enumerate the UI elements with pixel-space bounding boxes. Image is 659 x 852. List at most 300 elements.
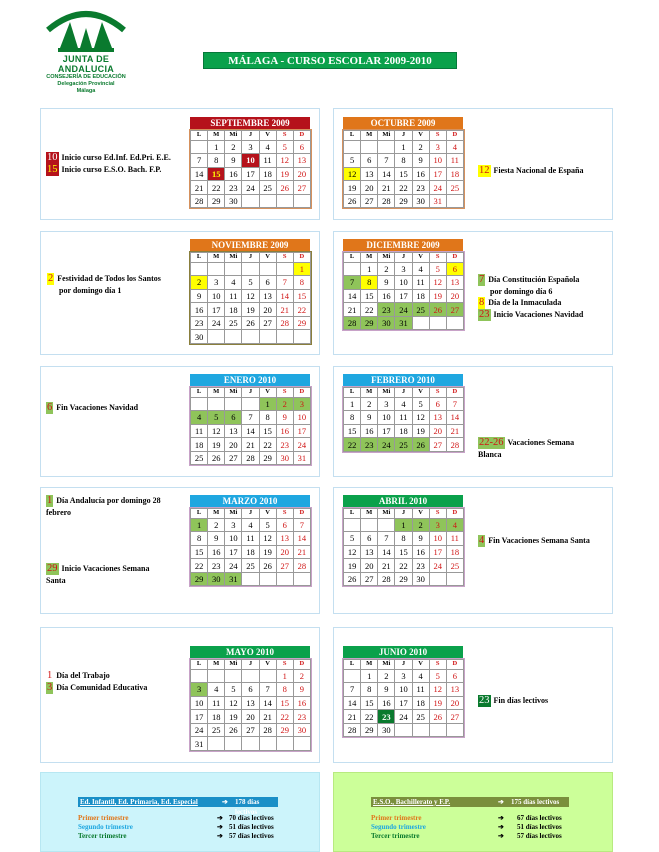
day-cell: 17 bbox=[225, 545, 242, 559]
weekday-header: M bbox=[208, 509, 225, 519]
day-cell: 15 bbox=[344, 424, 361, 438]
day-cell: 22 bbox=[361, 303, 378, 317]
day-cell: 29 bbox=[361, 723, 378, 737]
day-cell: 25 bbox=[242, 559, 259, 573]
empty-cell bbox=[344, 262, 361, 276]
day-cell: 14 bbox=[259, 696, 276, 710]
day-cell: 16 bbox=[412, 167, 429, 181]
arrow-icon: ➔ bbox=[498, 814, 504, 822]
weekday-header: D bbox=[293, 509, 310, 519]
day-cell: 7 bbox=[378, 154, 395, 168]
empty-cell bbox=[429, 572, 446, 586]
empty-cell bbox=[242, 262, 259, 276]
day-cell: 23 bbox=[412, 559, 429, 573]
empty-cell bbox=[344, 518, 361, 532]
weekday-header: V bbox=[259, 509, 276, 519]
weekday-header: Mi bbox=[225, 253, 242, 263]
empty-cell bbox=[225, 669, 242, 683]
day-cell: 1 bbox=[191, 518, 208, 532]
day-cell: 15 bbox=[395, 167, 412, 181]
empty-cell bbox=[259, 262, 276, 276]
note-item: 4 Fin Vacaciones Semana Santa bbox=[479, 535, 590, 546]
notes-diciembre bbox=[478, 274, 583, 321]
calendar-septiembre bbox=[190, 117, 310, 208]
note-item: 3 Día Comunidad Educativa bbox=[47, 682, 148, 693]
month-title: DICIEMBRE 2009 bbox=[343, 239, 463, 252]
day-cell: 9 bbox=[208, 532, 225, 546]
day-cell: 30 bbox=[412, 572, 429, 586]
day-cell: 4 bbox=[395, 397, 412, 411]
day-cell: 18 bbox=[446, 167, 463, 181]
day-cell: 12 bbox=[344, 545, 361, 559]
note-item: Blanca bbox=[478, 450, 502, 459]
weekday-header: Mi bbox=[378, 509, 395, 519]
day-cell: 24 bbox=[208, 316, 225, 330]
calendar-febrero bbox=[343, 374, 463, 452]
empty-cell bbox=[395, 723, 412, 737]
weekday-header: Mi bbox=[225, 131, 242, 141]
day-cell: 2 bbox=[276, 397, 293, 411]
day-cell: 15 bbox=[361, 289, 378, 303]
calendar-noviembre bbox=[190, 239, 310, 344]
day-cell: 26 bbox=[344, 572, 361, 586]
day-cell: 18 bbox=[412, 289, 429, 303]
day-cell: 30 bbox=[293, 723, 310, 737]
calendar-enero bbox=[190, 374, 310, 465]
day-cell: 10 bbox=[378, 411, 395, 425]
day-cell: 22 bbox=[395, 181, 412, 195]
day-cell: 2 bbox=[412, 140, 429, 154]
day-cell: 3 bbox=[191, 683, 208, 697]
day-cell: 28 bbox=[259, 723, 276, 737]
day-cell: 4 bbox=[208, 683, 225, 697]
empty-cell bbox=[344, 140, 361, 154]
note-item: 29 Inicio Vacaciones Semana bbox=[47, 563, 150, 574]
empty-cell bbox=[276, 262, 293, 276]
day-cell: 20 bbox=[225, 438, 242, 452]
day-cell: 19 bbox=[242, 303, 259, 317]
day-cell: 28 bbox=[242, 451, 259, 465]
empty-cell bbox=[225, 397, 242, 411]
month-grid bbox=[343, 130, 464, 208]
arrow-icon: ➔ bbox=[498, 832, 504, 840]
month-grid bbox=[190, 130, 311, 208]
empty-cell bbox=[361, 140, 378, 154]
weekday-header: Mi bbox=[225, 388, 242, 398]
day-cell: 10 bbox=[242, 154, 259, 168]
day-cell: 1 bbox=[361, 262, 378, 276]
arrow-icon: ➔ bbox=[217, 832, 223, 840]
day-cell: 22 bbox=[259, 438, 276, 452]
day-cell: 6 bbox=[293, 140, 310, 154]
day-cell: 22 bbox=[191, 559, 208, 573]
day-cell: 6 bbox=[446, 262, 463, 276]
day-cell: 4 bbox=[446, 518, 463, 532]
month-title: MARZO 2010 bbox=[190, 495, 310, 508]
weekday-header: J bbox=[242, 131, 259, 141]
day-cell: 11 bbox=[446, 154, 463, 168]
day-cell: 24 bbox=[395, 710, 412, 724]
day-cell: 5 bbox=[259, 518, 276, 532]
weekday-header: L bbox=[344, 131, 361, 141]
day-cell: 10 bbox=[429, 532, 446, 546]
day-cell: 29 bbox=[208, 194, 225, 208]
day-cell: 5 bbox=[344, 154, 361, 168]
day-cell: 24 bbox=[395, 303, 412, 317]
day-cell: 9 bbox=[412, 532, 429, 546]
day-cell: 26 bbox=[344, 194, 361, 208]
calendar-diciembre bbox=[343, 239, 463, 330]
day-cell: 16 bbox=[378, 696, 395, 710]
day-cell: 23 bbox=[412, 181, 429, 195]
junta-andalucia-logo bbox=[36, 8, 136, 98]
weekday-header: S bbox=[429, 388, 446, 398]
month-grid bbox=[190, 508, 311, 586]
day-cell: 11 bbox=[412, 683, 429, 697]
weekday-header: J bbox=[242, 509, 259, 519]
day-cell: 1 bbox=[344, 397, 361, 411]
day-cell: 7 bbox=[242, 411, 259, 425]
day-cell: 17 bbox=[429, 545, 446, 559]
month-title: ABRIL 2010 bbox=[343, 495, 463, 508]
day-cell: 20 bbox=[446, 696, 463, 710]
weekday-header: S bbox=[276, 509, 293, 519]
day-cell: 18 bbox=[191, 438, 208, 452]
weekday-header: D bbox=[446, 509, 463, 519]
day-cell: 13 bbox=[361, 545, 378, 559]
day-cell: 17 bbox=[191, 710, 208, 724]
day-cell: 18 bbox=[412, 696, 429, 710]
day-cell: 10 bbox=[395, 683, 412, 697]
day-cell: 3 bbox=[242, 140, 259, 154]
weekday-header: D bbox=[293, 388, 310, 398]
empty-cell bbox=[208, 262, 225, 276]
weekday-header: V bbox=[412, 660, 429, 670]
weekday-header: L bbox=[191, 388, 208, 398]
day-cell: 6 bbox=[361, 154, 378, 168]
weekday-header: S bbox=[429, 253, 446, 263]
empty-cell bbox=[276, 194, 293, 208]
weekday-header: S bbox=[429, 509, 446, 519]
day-cell: 11 bbox=[259, 154, 276, 168]
day-cell: 15 bbox=[208, 167, 225, 181]
logo-city: Málaga bbox=[76, 88, 96, 94]
day-cell: 12 bbox=[412, 411, 429, 425]
day-cell: 12 bbox=[429, 683, 446, 697]
day-cell: 27 bbox=[276, 559, 293, 573]
day-cell: 15 bbox=[191, 545, 208, 559]
weekday-header: L bbox=[344, 509, 361, 519]
empty-cell bbox=[242, 330, 259, 344]
day-cell: 27 bbox=[259, 316, 276, 330]
day-cell: 1 bbox=[276, 669, 293, 683]
day-cell: 3 bbox=[225, 518, 242, 532]
day-cell: 16 bbox=[225, 167, 242, 181]
empty-cell bbox=[446, 572, 463, 586]
day-cell: 17 bbox=[293, 424, 310, 438]
day-cell: 21 bbox=[242, 438, 259, 452]
andalucia-emblem-icon bbox=[40, 8, 132, 54]
empty-cell bbox=[293, 737, 310, 751]
weekday-header: S bbox=[276, 131, 293, 141]
day-cell: 9 bbox=[293, 683, 310, 697]
day-cell: 6 bbox=[259, 276, 276, 290]
day-cell: 5 bbox=[225, 683, 242, 697]
notes-septiembre bbox=[46, 152, 171, 176]
empty-cell bbox=[225, 262, 242, 276]
day-cell: 16 bbox=[208, 545, 225, 559]
weekday-header: V bbox=[259, 253, 276, 263]
day-cell: 5 bbox=[429, 669, 446, 683]
weekday-header: Mi bbox=[378, 131, 395, 141]
day-cell: 19 bbox=[208, 438, 225, 452]
day-cell: 20 bbox=[276, 545, 293, 559]
day-cell: 20 bbox=[293, 167, 310, 181]
day-cell: 7 bbox=[276, 276, 293, 290]
note-item: 23 Inicio Vacaciones Navidad bbox=[479, 309, 584, 320]
note-item: 6 Fin Vacaciones Navidad bbox=[47, 402, 139, 413]
day-cell: 11 bbox=[242, 532, 259, 546]
day-cell: 31 bbox=[429, 194, 446, 208]
day-cell: 17 bbox=[208, 303, 225, 317]
weekday-header: J bbox=[395, 388, 412, 398]
empty-cell bbox=[191, 669, 208, 683]
day-cell: 18 bbox=[242, 545, 259, 559]
day-cell: 21 bbox=[378, 181, 395, 195]
day-cell: 12 bbox=[225, 696, 242, 710]
day-cell: 21 bbox=[344, 710, 361, 724]
note-item: 1 Día del Trabajo bbox=[47, 670, 110, 681]
note-item: 15 Inicio curso E.S.O. Bach. F.P. bbox=[47, 164, 162, 175]
weekday-header: Mi bbox=[378, 253, 395, 263]
day-cell: 25 bbox=[208, 723, 225, 737]
empty-cell bbox=[242, 194, 259, 208]
empty-cell bbox=[259, 669, 276, 683]
day-cell: 18 bbox=[446, 545, 463, 559]
weekday-header: Mi bbox=[378, 388, 395, 398]
day-cell: 28 bbox=[378, 194, 395, 208]
day-cell: 21 bbox=[191, 181, 208, 195]
month-grid bbox=[343, 387, 464, 452]
month-title: ENERO 2010 bbox=[190, 374, 310, 387]
notes-noviembre bbox=[47, 273, 161, 296]
weekday-header: S bbox=[429, 131, 446, 141]
day-cell: 16 bbox=[412, 545, 429, 559]
day-cell: 25 bbox=[412, 710, 429, 724]
day-cell: 14 bbox=[378, 545, 395, 559]
day-cell: 30 bbox=[191, 330, 208, 344]
weekday-header: D bbox=[446, 388, 463, 398]
weekday-header: V bbox=[412, 509, 429, 519]
footer-right-trimesters: Primer trimestre Segundo trimestre Tercer trimestre ➔ ➔ ➔ 67 días lectivos 51 días lectivos 57 días lectivos bbox=[371, 814, 562, 840]
day-cell: 6 bbox=[429, 397, 446, 411]
day-cell: 31 bbox=[293, 451, 310, 465]
day-cell: 14 bbox=[344, 289, 361, 303]
day-cell: 11 bbox=[225, 289, 242, 303]
month-title: NOVIEMBRE 2009 bbox=[190, 239, 310, 252]
day-cell: 21 bbox=[259, 710, 276, 724]
day-cell: 25 bbox=[446, 181, 463, 195]
day-cell: 23 bbox=[293, 710, 310, 724]
day-cell: 29 bbox=[191, 572, 208, 586]
note-item: 23 Fin días lectivos bbox=[479, 695, 549, 706]
note-item: 12 Fiesta Nacional de España bbox=[479, 165, 584, 176]
weekday-header: D bbox=[446, 660, 463, 670]
day-cell: 13 bbox=[293, 154, 310, 168]
day-cell: 2 bbox=[378, 669, 395, 683]
logo-ministry: CONSEJERÍA DE EDUCACIÓN bbox=[46, 74, 126, 80]
day-cell: 11 bbox=[446, 532, 463, 546]
empty-cell bbox=[446, 316, 463, 330]
note-item: 10 Inicio curso Ed.Inf. Ed.Pri. E.E. bbox=[47, 152, 171, 163]
calendar-abril bbox=[343, 495, 463, 586]
day-cell: 10 bbox=[429, 154, 446, 168]
day-cell: 29 bbox=[395, 572, 412, 586]
notes-abril bbox=[478, 535, 590, 547]
day-cell: 17 bbox=[395, 696, 412, 710]
day-cell: 21 bbox=[276, 303, 293, 317]
day-cell: 19 bbox=[225, 710, 242, 724]
page-title: MÁLAGA - CURSO ESCOLAR 2009-2010 bbox=[203, 52, 457, 69]
day-cell: 13 bbox=[429, 411, 446, 425]
empty-cell bbox=[259, 572, 276, 586]
day-cell: 12 bbox=[259, 532, 276, 546]
day-cell: 17 bbox=[378, 424, 395, 438]
day-cell: 27 bbox=[361, 194, 378, 208]
empty-cell bbox=[429, 723, 446, 737]
empty-cell bbox=[225, 330, 242, 344]
month-grid bbox=[343, 659, 464, 737]
empty-cell bbox=[191, 397, 208, 411]
note-item: por domingo día 1 bbox=[59, 286, 122, 295]
weekday-header: M bbox=[208, 253, 225, 263]
day-cell: 20 bbox=[429, 424, 446, 438]
day-cell: 11 bbox=[208, 696, 225, 710]
weekday-header: M bbox=[361, 660, 378, 670]
day-cell: 26 bbox=[259, 559, 276, 573]
day-cell: 1 bbox=[293, 262, 310, 276]
day-cell: 25 bbox=[446, 559, 463, 573]
weekday-header: S bbox=[429, 660, 446, 670]
day-cell: 27 bbox=[225, 451, 242, 465]
footer-left-trimesters: Primer trimestre Segundo trimestre Tercer trimestre ➔ ➔ ➔ 70 días lectivos 51 días lectivos 57 días lectivos bbox=[78, 814, 274, 840]
empty-cell bbox=[293, 572, 310, 586]
weekday-header: J bbox=[395, 253, 412, 263]
arrow-icon: ➔ bbox=[217, 814, 223, 822]
weekday-header: M bbox=[361, 253, 378, 263]
month-grid bbox=[190, 252, 311, 344]
day-cell: 12 bbox=[276, 154, 293, 168]
weekday-header: J bbox=[242, 253, 259, 263]
day-cell: 10 bbox=[191, 696, 208, 710]
day-cell: 28 bbox=[446, 438, 463, 452]
day-cell: 22 bbox=[208, 181, 225, 195]
footer-left-heading: Ed. Infantil, Ed. Primaria, Ed. Especial ➔ 178 días lectivos bbox=[78, 797, 278, 807]
arrow-icon: ➔ bbox=[498, 798, 504, 806]
day-cell: 30 bbox=[378, 723, 395, 737]
day-cell: 22 bbox=[276, 710, 293, 724]
day-cell: 1 bbox=[395, 518, 412, 532]
day-cell: 25 bbox=[225, 316, 242, 330]
note-item: 22-26 Vacaciones Semana bbox=[479, 437, 575, 448]
day-cell: 27 bbox=[242, 723, 259, 737]
day-cell: 13 bbox=[242, 696, 259, 710]
day-cell: 5 bbox=[412, 397, 429, 411]
note-item: 2 Festividad de Todos los Santos bbox=[48, 273, 161, 284]
day-cell: 21 bbox=[446, 424, 463, 438]
empty-cell bbox=[361, 518, 378, 532]
day-cell: 7 bbox=[293, 518, 310, 532]
day-cell: 22 bbox=[293, 303, 310, 317]
empty-cell bbox=[208, 397, 225, 411]
day-cell: 23 bbox=[378, 710, 395, 724]
day-cell: 26 bbox=[412, 438, 429, 452]
note-item: 7 Día Constitución Española bbox=[479, 274, 580, 285]
notes-febrero bbox=[478, 437, 574, 460]
day-cell: 13 bbox=[259, 289, 276, 303]
calendar-marzo bbox=[190, 495, 310, 586]
day-cell: 25 bbox=[412, 303, 429, 317]
day-cell: 6 bbox=[225, 411, 242, 425]
day-cell: 1 bbox=[259, 397, 276, 411]
day-cell: 16 bbox=[191, 303, 208, 317]
month-grid bbox=[343, 252, 464, 330]
day-cell: 29 bbox=[293, 316, 310, 330]
day-cell: 5 bbox=[276, 140, 293, 154]
day-cell: 6 bbox=[276, 518, 293, 532]
day-cell: 27 bbox=[293, 181, 310, 195]
empty-cell bbox=[225, 737, 242, 751]
footer-eso-bachillerato bbox=[333, 772, 613, 852]
day-cell: 30 bbox=[208, 572, 225, 586]
month-title: FEBRERO 2010 bbox=[343, 374, 463, 387]
day-cell: 15 bbox=[259, 424, 276, 438]
day-cell: 20 bbox=[259, 303, 276, 317]
day-cell: 3 bbox=[378, 397, 395, 411]
empty-cell bbox=[208, 330, 225, 344]
footer-right-heading: E.S.O., Bachillerato y F.P. ➔ 175 días lectivos bbox=[371, 797, 569, 807]
day-cell: 8 bbox=[276, 683, 293, 697]
day-cell: 6 bbox=[446, 669, 463, 683]
day-cell: 5 bbox=[429, 262, 446, 276]
day-cell: 7 bbox=[259, 683, 276, 697]
day-cell: 20 bbox=[242, 710, 259, 724]
day-cell: 10 bbox=[293, 411, 310, 425]
weekday-header: S bbox=[276, 660, 293, 670]
day-cell: 14 bbox=[293, 532, 310, 546]
day-cell: 2 bbox=[412, 518, 429, 532]
weekday-header: M bbox=[208, 660, 225, 670]
weekday-header: D bbox=[293, 131, 310, 141]
weekday-header: Mi bbox=[225, 660, 242, 670]
day-cell: 22 bbox=[361, 710, 378, 724]
empty-cell bbox=[191, 140, 208, 154]
note-item: Santa bbox=[46, 576, 66, 585]
note-item: por domingo día 6 bbox=[490, 287, 553, 296]
day-cell: 6 bbox=[242, 683, 259, 697]
note-item: 8 Día de la Inmaculada bbox=[479, 297, 562, 308]
day-cell: 24 bbox=[293, 438, 310, 452]
day-cell: 9 bbox=[378, 276, 395, 290]
month-title: OCTUBRE 2009 bbox=[343, 117, 463, 130]
day-cell: 14 bbox=[378, 167, 395, 181]
day-cell: 28 bbox=[344, 723, 361, 737]
arrow-icon: ➔ bbox=[498, 823, 504, 831]
day-cell: 19 bbox=[344, 559, 361, 573]
day-cell: 13 bbox=[361, 167, 378, 181]
day-cell: 21 bbox=[293, 545, 310, 559]
weekday-header: J bbox=[242, 388, 259, 398]
